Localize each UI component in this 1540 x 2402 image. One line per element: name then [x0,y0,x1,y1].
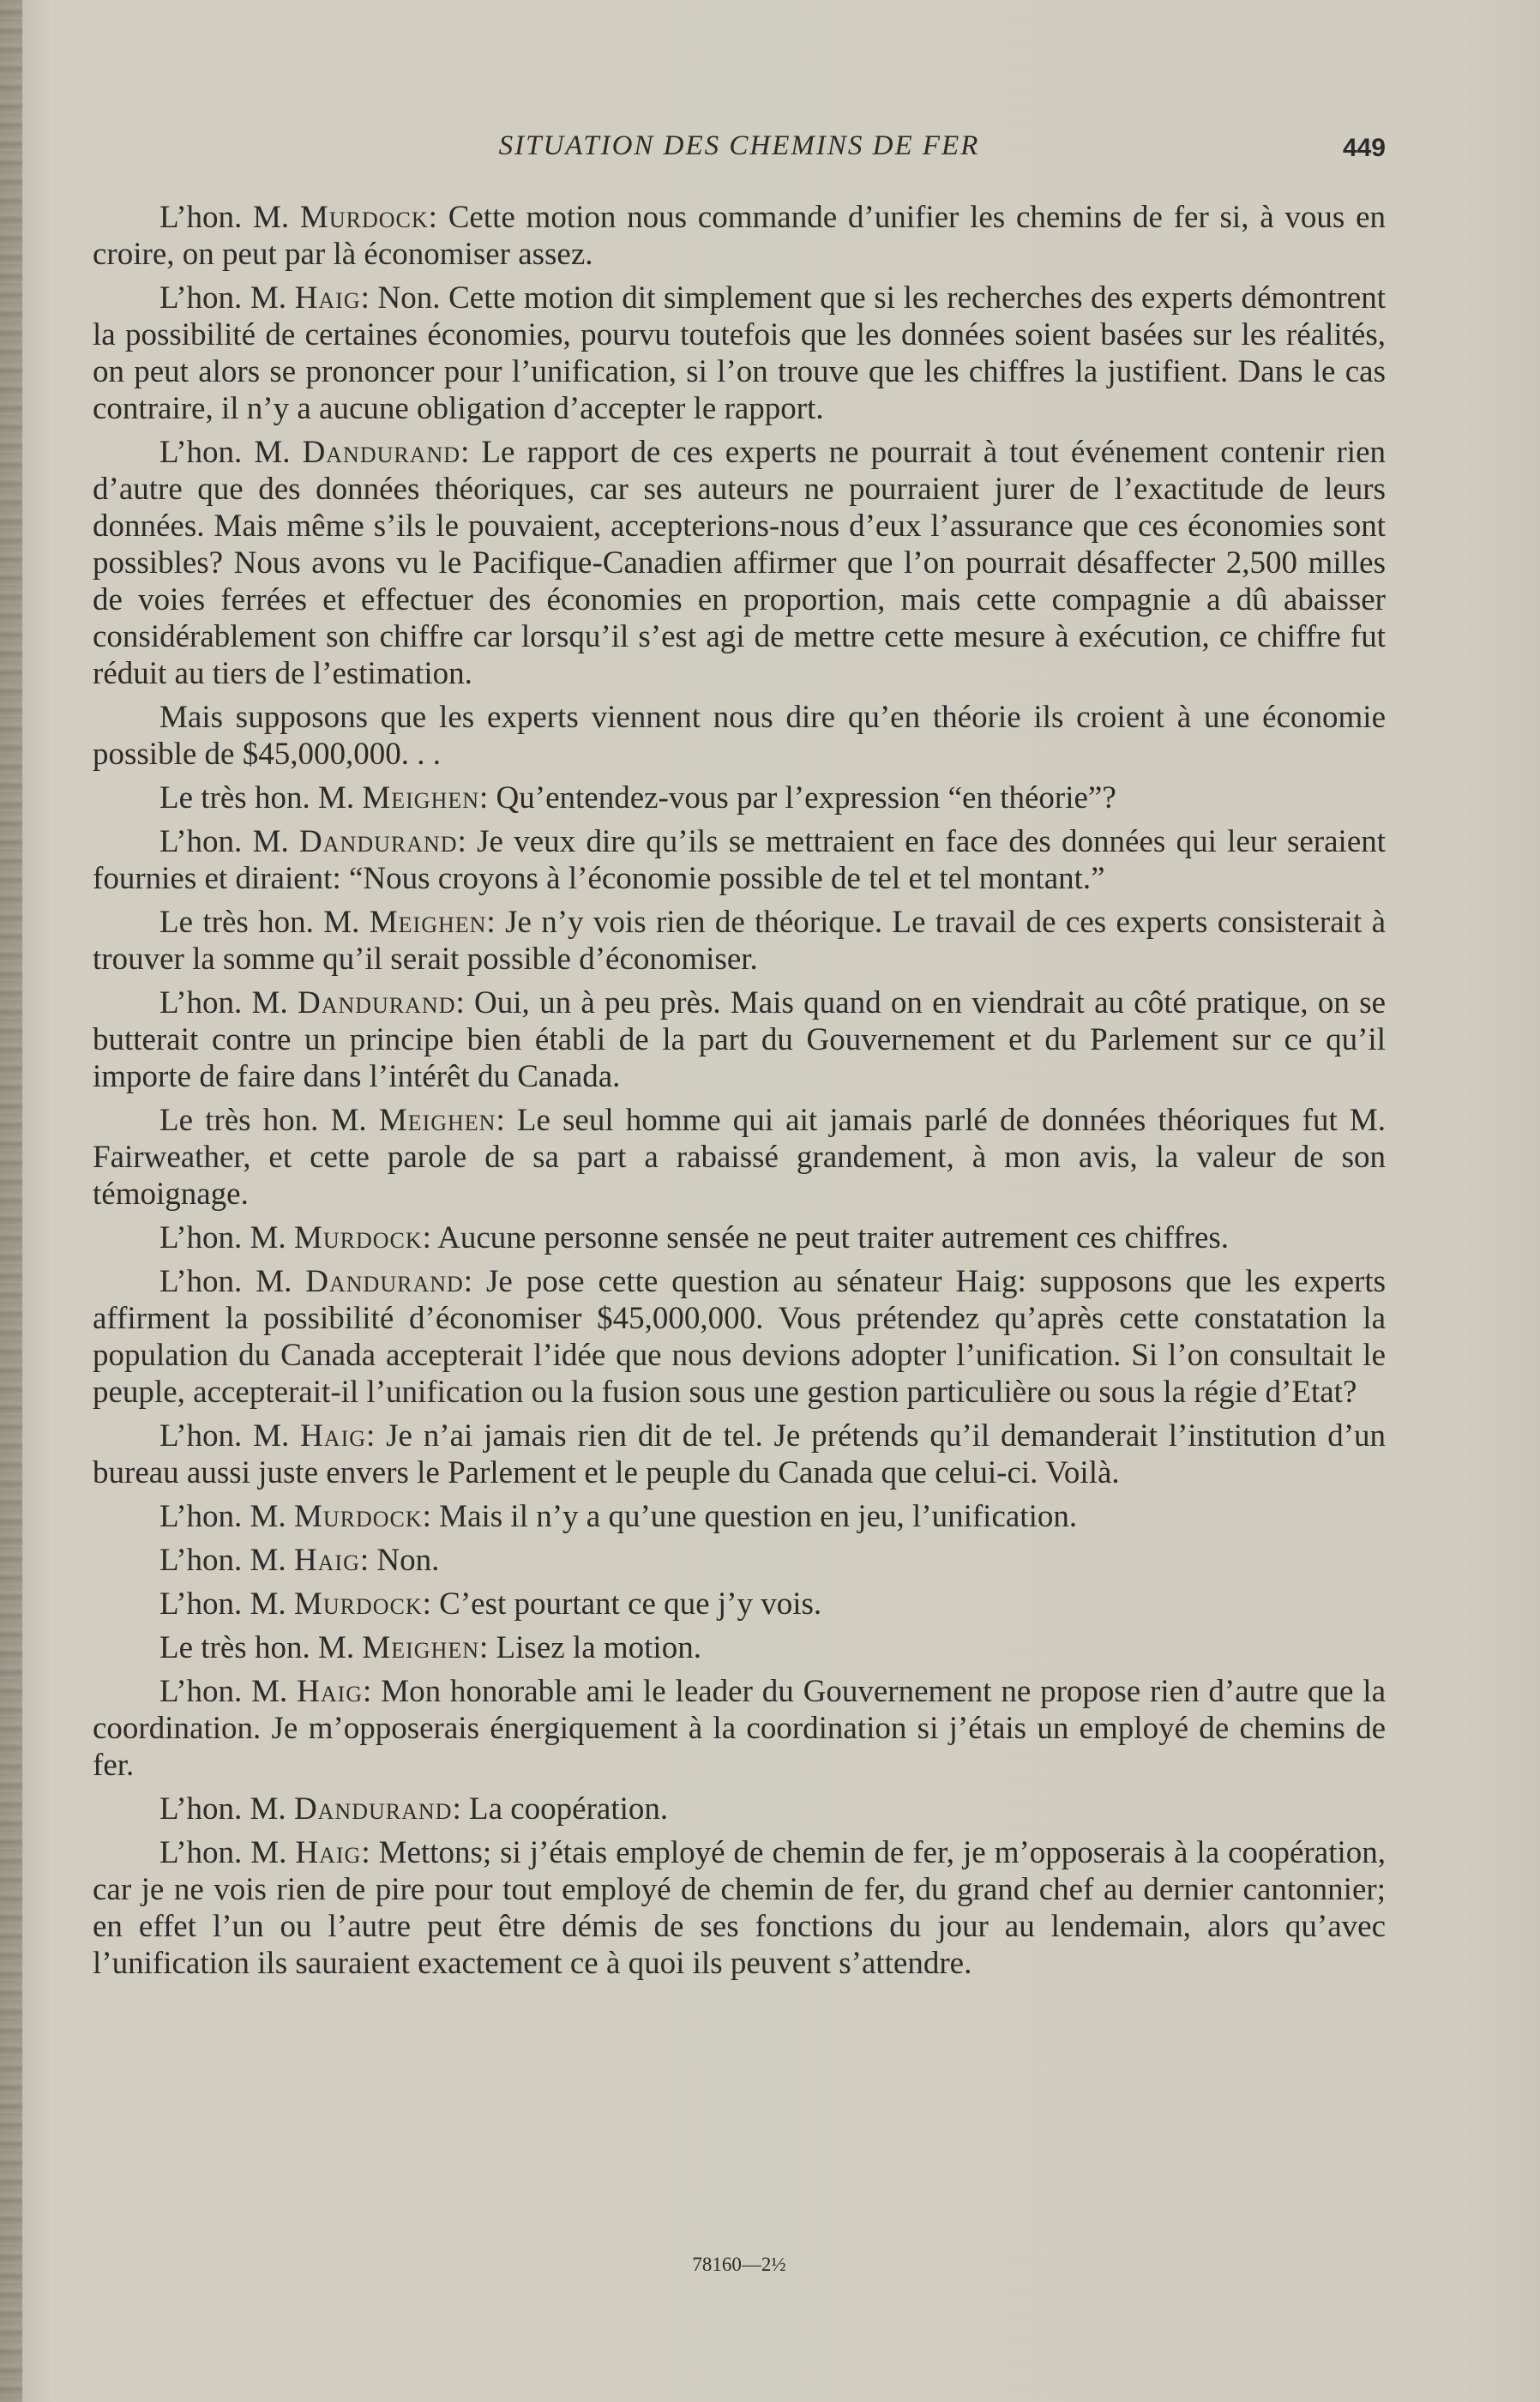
speaker-title: L’hon. M. [159,280,287,316]
speaker-separator: : [496,1103,517,1138]
speaker-name: Murdock [299,200,429,235]
paragraph-text: Mettons; si j’étais employé de chemin de fer, je m’opposerais à la coopération, car je ne vois rien de pire pour tout employé de chemin de fer, du grand chef au dernier cantonnier; en effet l’un ou l’autre peut être démis de ses fonctions du jour au lendemain, alors qu’avec l’unification ils sauraient exactement ce à quoi ils peuvent s’attendre. [93,1835,1387,1981]
paragraph [93,1673,1386,1784]
paragraph [93,434,1386,692]
paragraph-text: Mais il n’y a qu’une question en jeu, l’unification. [439,1499,1078,1534]
speaker-name: Haig [300,1418,367,1454]
speaker-name: Haig [293,1543,360,1578]
speaker-name: Haig [294,280,361,316]
paragraph-text: Mon honorable ami le leader du Gouvernement ne propose rien d’autre que la coordination. Je m’opposerais énergiquement à la coordination si j’étais un employé de chemins de fer. [93,1674,1386,1783]
speaker-name: Meighen [362,1630,480,1665]
speaker-name: Dandurand [299,824,458,859]
speaker-title: Le très hon. M. [159,1630,355,1665]
running-head: SITUATION DES CHEMINS DE FER [498,130,980,161]
paragraph-text: Je n’y vois rien de théorique. Le travail de ces experts consisterait à trouver la somme qu’il serait possible d’économiser. [93,905,1386,977]
paragraph [93,780,1386,816]
paragraph [93,823,1386,897]
speaker-separator: : [360,280,378,316]
speaker-name: Meighen [378,1103,496,1138]
speaker-separator: : [422,1586,440,1622]
paragraph [93,1219,1386,1256]
speaker-title: Le très hon. M. [159,1103,367,1138]
speaker-separator: : [422,1220,438,1255]
paragraph [93,1418,1386,1491]
speaker-separator: : [457,824,478,859]
speaker-separator: : [479,780,496,816]
paragraph [93,1542,1386,1579]
paragraph [93,1102,1386,1213]
speaker-separator: : [363,1674,382,1709]
paragraph-text: Le seul homme qui ait jamais parlé de données théoriques fut M. Fairweather, et cette parole de sa part a rabaissé grandement, à mon avis, la valeur de son témoignage. [93,1103,1387,1212]
speaker-separator: : [361,1835,379,1870]
paragraph [93,280,1386,427]
page-header [93,130,1386,182]
paragraph-text: Je veux dire qu’ils se mettraient en face des données qui leur seraient fournies et diraient: “Nous croyons à l’économie possible de tel et tel montant.” [93,824,1387,896]
speaker-title: L’hon. M. [159,1835,287,1870]
speaker-title: Le très hon. M. [159,905,360,940]
paragraph [93,1834,1386,1982]
paragraph-text: Le rapport de ces experts ne pourrait à tout événement contenir rien d’autre que des données théoriques, car ses auteurs ne pourraient jurer de l’exactitude de leurs données. Mais même s’ils le pouvaient, accepterions-nous d’eux l’assurance que ces économies sont possibles? Nous avons vu le Pacifique-Canadien affirmer que l’on pourrait désaffecter 2,500 milles de voies ferrées et effectuer des économies en proportion, mais cette compagnie a dû abaisser considérablement son chiffre car lorsqu’il s’est agi de mettre cette mesure à exécution, ce chiffre fut réduit au tiers de l’estimation. [93,435,1386,691]
paragraph [93,1791,1386,1827]
paragraph-text: Non. Cette motion dit simplement que si les recherches des experts démontrent la possibilité de certaines économies, pourvu toutefois que les données soient basées sur les réalités, on peut alors se prononcer pour l’unification, si l’on trouve que les chiffres la justifient. Dans le cas contraire, il n’y a aucune obligation d’accepter le rapport. [93,280,1387,426]
paragraph [93,1586,1386,1622]
paragraph [93,1498,1386,1535]
speaker-title: L’hon. M. [159,1791,286,1827]
speaker-name: Murdock [293,1220,423,1255]
paragraph-text: Oui, un à peu près. Mais quand on en viendrait au côté pratique, on se butterait contre un principe bien établi de la part du Gouvernement et du Parlement sur ce qu’il importe de faire dans l’intérêt du Canada. [93,985,1387,1094]
speaker-title: L’hon. M. [159,435,291,470]
paragraph-text: Mais supposons que les experts viennent nous dire qu’en théorie ils croient à une économie possible de $45,000,000. . . [93,700,1386,772]
paragraph-text: La coopération. [468,1791,669,1827]
speaker-title: L’hon. M. [159,1543,286,1578]
speaker-name: Dandurand [305,1264,464,1299]
speaker-name: Meighen [362,780,480,816]
speaker-name: Murdock [293,1586,423,1622]
speaker-name: Dandurand [293,1791,453,1827]
speaker-separator: : [460,435,482,470]
paragraph [93,1263,1386,1411]
speaker-separator: : [366,1418,387,1454]
paragraph-text: Je pose cette question au sénateur Haig: supposons que les experts affirment la possibilité d’économiser $45,000,000. Vous prétendez qu’après cette constatation la population du Canada accepterait l’idée que nous devions adopter l’unification. Si l’on consultait le peuple, accepterait-il l’unification ou la fusion sous une gestion particulière ou sous la régie d’Etat? [93,1264,1386,1410]
speaker-separator: : [455,985,475,1020]
speaker-separator: : [486,905,506,940]
paragraph [93,199,1386,273]
speaker-title: L’hon. M. [159,1220,286,1255]
speaker-separator: : [422,1499,440,1534]
speaker-separator: : [428,200,448,235]
speaker-name: Dandurand [297,985,456,1020]
speaker-title: L’hon. M. [159,985,288,1020]
speaker-title: L’hon. M. [159,1674,288,1709]
speaker-name: Meighen [369,905,487,940]
speaker-separator: : [359,1543,377,1578]
paragraph [93,984,1386,1095]
speaker-separator: : [452,1791,469,1827]
paragraph-text: Aucune personne sensée ne peut traiter autrement ces chiffres. [437,1220,1230,1255]
binding-edge [0,0,22,2402]
speaker-title: L’hon. M. [159,1586,286,1622]
paragraph-text: Je n’ai jamais rien dit de tel. Je prétends qu’il demanderait l’institution d’un bureau aussi juste envers le Parlement et le peuple du Canada que celui-ci. Voilà. [93,1418,1387,1490]
paragraph-text: Qu’entendez-vous par l’expression “en théorie”? [496,780,1116,816]
speaker-separator: : [463,1264,486,1299]
paragraph [93,904,1386,978]
paragraph-text: Cette motion nous commande d’unifier les chemins de fer si, à vous en croire, on peut par là économiser assez. [93,200,1386,272]
paragraph [93,699,1386,773]
speaker-title: L’hon. M. [159,1499,286,1534]
paragraph-text: Non. [376,1543,440,1578]
speaker-title: L’hon. M. [159,824,289,859]
paragraph [93,1629,1386,1666]
speaker-separator: : [479,1630,496,1665]
speaker-title: L’hon. M. [159,200,290,235]
page-number: 449 [1342,134,1386,162]
speaker-title: L’hon. M. [159,1264,292,1299]
speaker-title: L’hon. M. [159,1418,290,1454]
speaker-name: Murdock [293,1499,423,1534]
speaker-name: Haig [295,1835,362,1870]
body-text [93,199,1386,1989]
footer-signature-mark: 78160—2½ [692,2254,786,2275]
paragraph-text: C’est pourtant ce que j’y vois. [439,1586,822,1622]
paragraph-text: Lisez la motion. [496,1630,701,1665]
speaker-name: Dandurand [302,435,461,470]
speaker-name: Haig [297,1674,364,1709]
speaker-title: Le très hon. M. [159,780,355,816]
